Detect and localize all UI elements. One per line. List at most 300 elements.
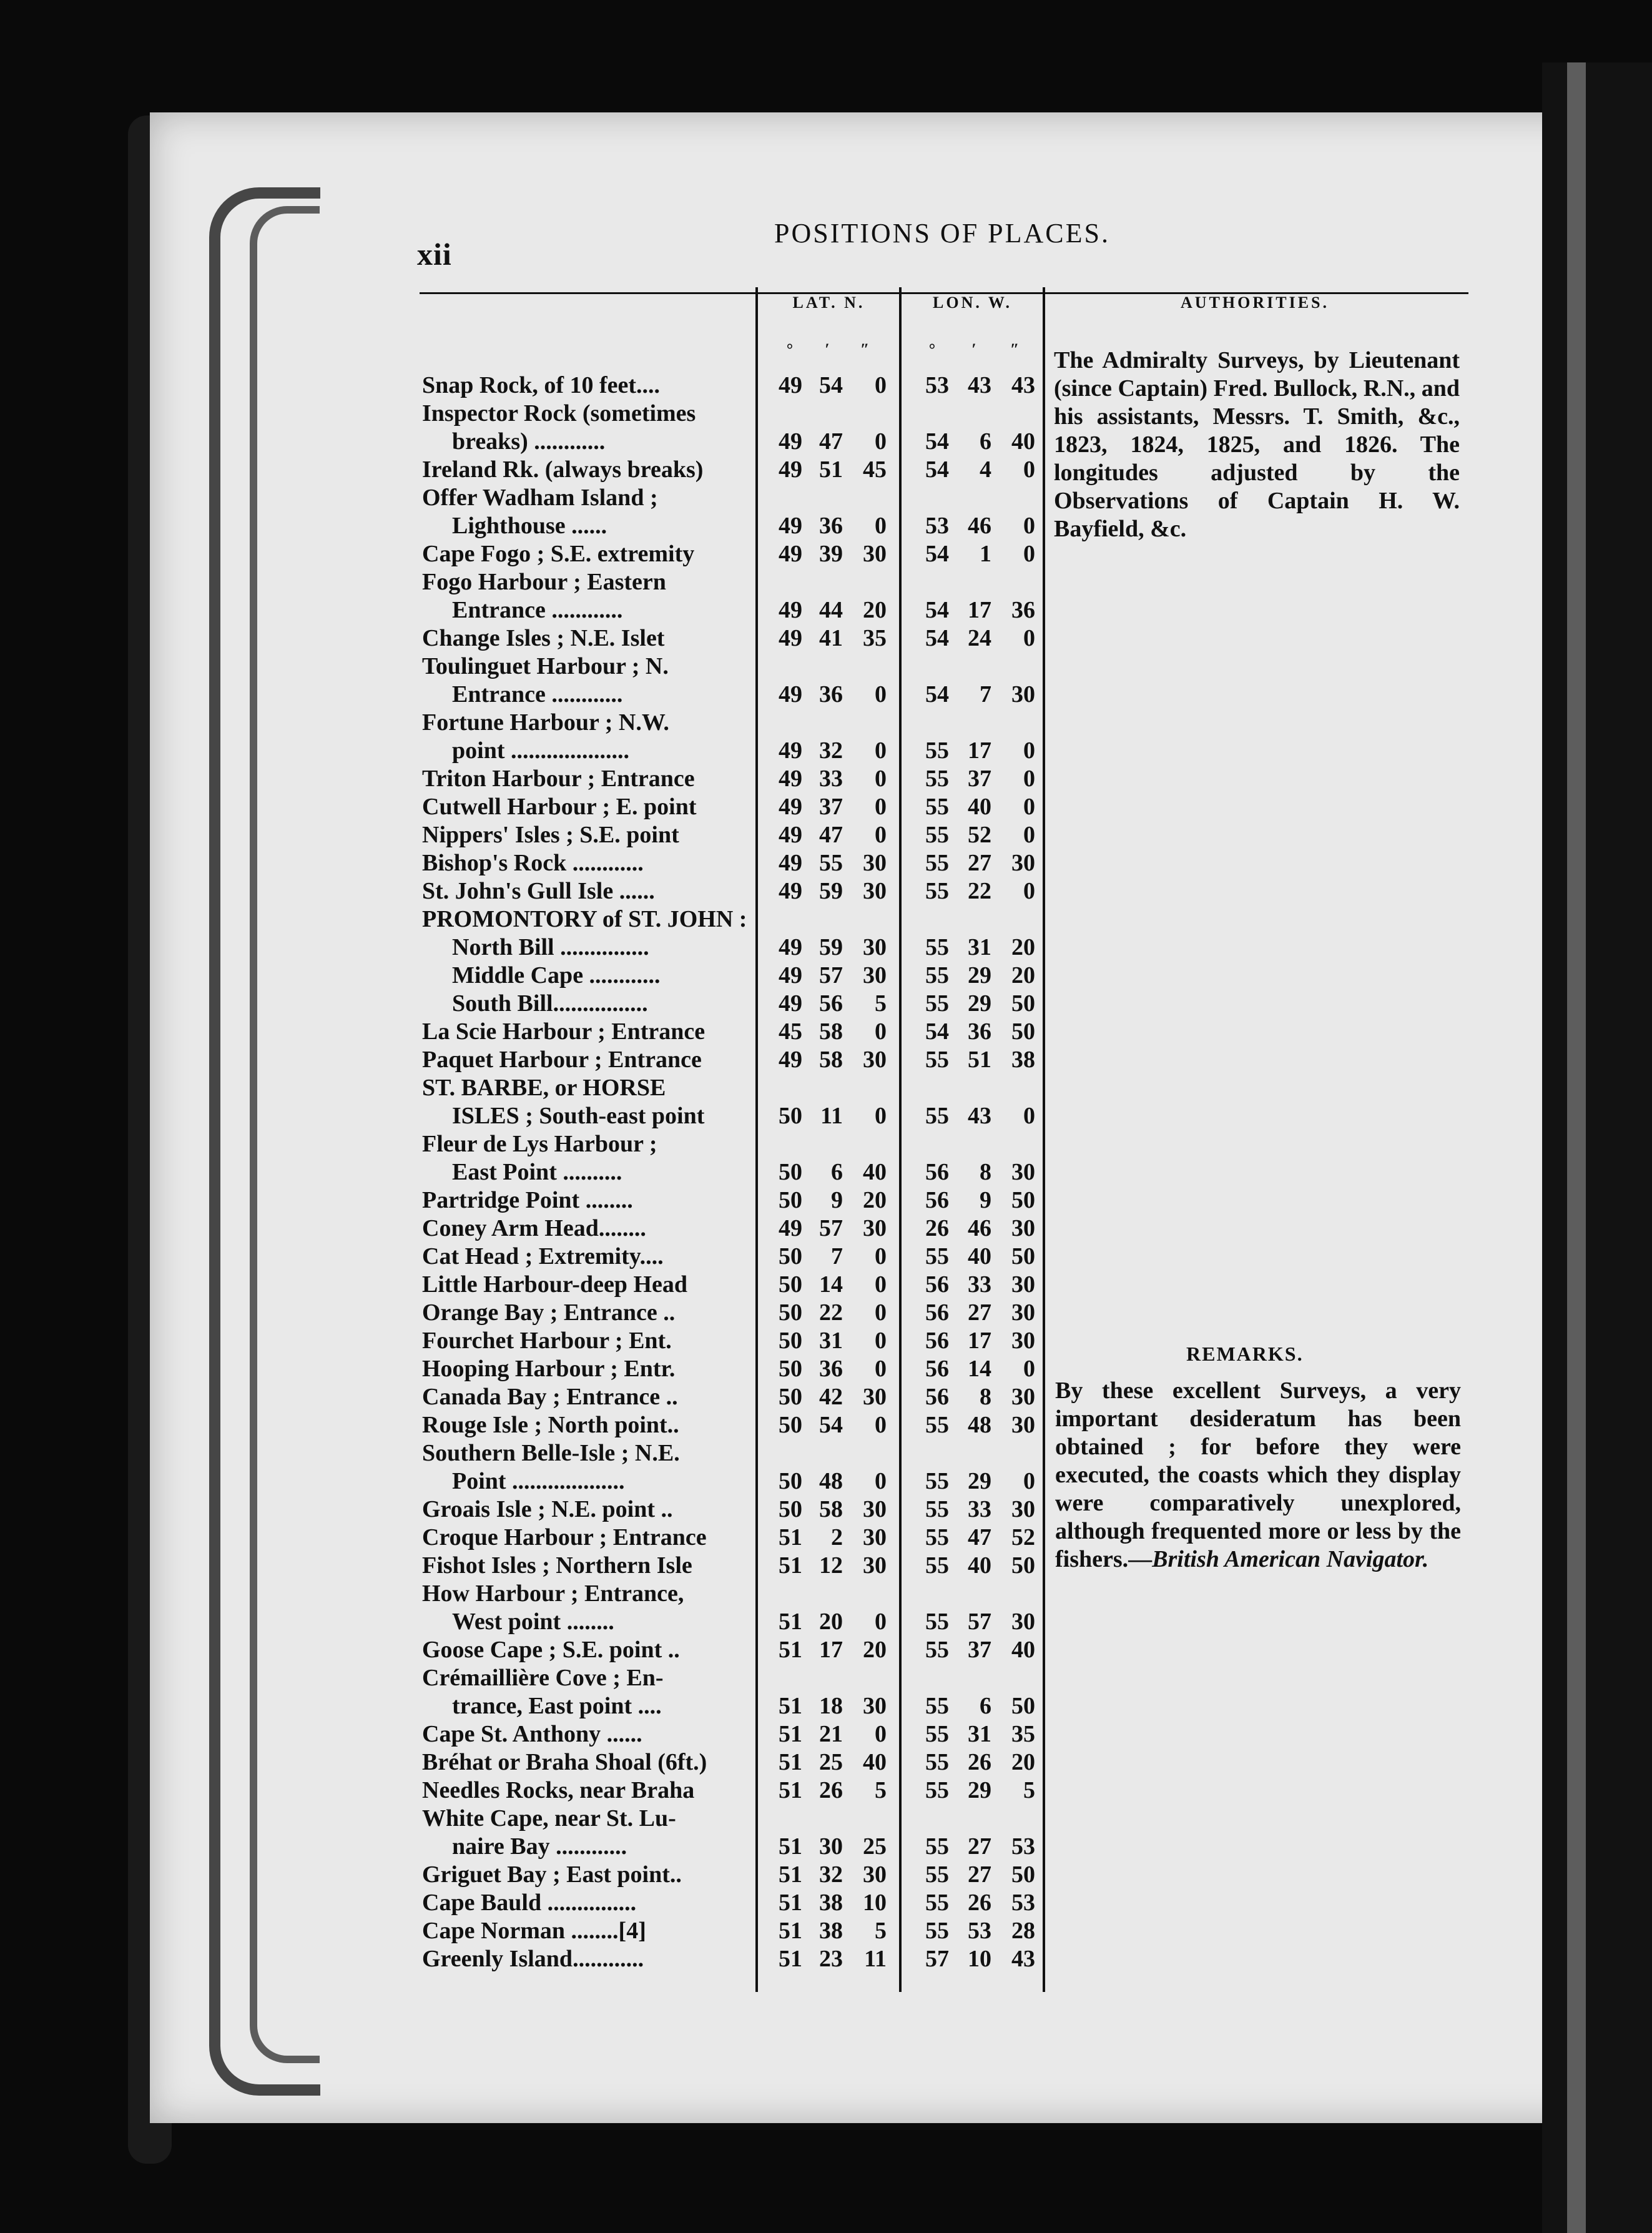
lat-minutes: 57: [819, 1215, 843, 1241]
place-name: [422, 1186, 750, 1215]
remarks-citation: British American Navigator.: [1152, 1546, 1429, 1572]
place-line: North Bill ...............: [452, 934, 649, 960]
table-row: [0, 1720, 1652, 1748]
lat-minutes: 36: [819, 513, 843, 539]
lat-minutes: 26: [819, 1777, 843, 1803]
lat-minutes: 6: [831, 1159, 843, 1185]
lon-seconds: 53: [1011, 1890, 1035, 1916]
place-continuation: Point ...................: [452, 1468, 625, 1494]
lat-seconds: 0: [875, 1468, 887, 1494]
lat-minutes: 37: [819, 794, 843, 820]
place-line: Change Isles ; N.E. Islet: [422, 625, 665, 651]
lon-degrees: 55: [925, 878, 949, 904]
lon-minutes: 27: [968, 850, 991, 876]
place-name: [422, 1046, 750, 1074]
lon-minutes: 36: [968, 1018, 991, 1045]
lon-seconds: 38: [1011, 1047, 1035, 1073]
place-name: [422, 540, 750, 568]
lon-seconds: 30: [1011, 1299, 1035, 1326]
place-name: [422, 990, 750, 1018]
table-row: [0, 1074, 1652, 1130]
lat-minutes: 48: [819, 1468, 843, 1494]
lat-seconds: 0: [875, 513, 887, 539]
lat-degrees: 51: [779, 1637, 802, 1663]
place-line: Toulinguet Harbour ; N.: [422, 653, 669, 679]
lon-seconds: 53: [1011, 1833, 1035, 1860]
lon-minutes: 6: [980, 428, 991, 455]
lat-header: LAT. N.: [792, 293, 865, 312]
table-row: [0, 905, 1652, 934]
lat-minutes: 57: [819, 962, 843, 988]
place-line: Cat Head ; Extremity....: [422, 1243, 664, 1269]
lat-minutes: 38: [819, 1890, 843, 1916]
lon-seconds: 30: [1011, 1215, 1035, 1241]
lon-minutes: 9: [980, 1187, 991, 1213]
lon-degrees: 55: [925, 1552, 949, 1579]
lat-degrees: 50: [779, 1271, 802, 1298]
authorities-header: AUTHORITIES.: [1181, 293, 1329, 312]
lat-seconds: 30: [863, 962, 887, 988]
place-name: [422, 1018, 750, 1046]
lon-minutes: 40: [968, 1243, 991, 1269]
lon-header: LON. W.: [933, 293, 1012, 312]
place-line: South Bill................: [452, 990, 648, 1017]
place-line: Cape Norman ........[4]: [422, 1918, 646, 1944]
place-line: Paquet Harbour ; Entrance: [422, 1047, 702, 1073]
lat-seconds: 0: [875, 1299, 887, 1326]
place-line: Cape Bauld ...............: [422, 1890, 637, 1916]
lon-seconds: 30: [1011, 1328, 1035, 1354]
place-line: Partridge Point ........: [422, 1187, 633, 1213]
place-name: [422, 1580, 750, 1636]
lon-minutes: 22: [968, 878, 991, 904]
place-name: [422, 709, 750, 765]
place-name: [422, 372, 750, 400]
lon-minutes: 46: [968, 513, 991, 539]
place-line: Bréhat or Braha Shoal (6ft.): [422, 1749, 707, 1775]
lat-minutes: 12: [819, 1552, 843, 1579]
place-line: Fourchet Harbour ; Ent.: [422, 1328, 672, 1354]
lat-minutes: 44: [819, 597, 843, 623]
table-row: [0, 877, 1652, 905]
lon-degrees: 55: [925, 1412, 949, 1438]
table-row: [0, 1271, 1652, 1299]
lat-seconds: 30: [863, 1693, 887, 1719]
lon-degrees: 55: [925, 794, 949, 820]
lat-seconds: 0: [875, 1721, 887, 1747]
lat-seconds: 0: [875, 737, 887, 764]
lon-degrees: 56: [925, 1271, 949, 1298]
lon-minutes: 31: [968, 934, 991, 960]
lon-minutes: 26: [968, 1749, 991, 1775]
lon-minutes: 26: [968, 1890, 991, 1916]
lon-seconds: 30: [1011, 1271, 1035, 1298]
lon-seconds: 43: [1011, 1946, 1035, 1972]
table-row: [0, 1945, 1652, 1973]
place-name: [422, 1720, 750, 1748]
lat-minutes: 58: [819, 1496, 843, 1522]
place-line: Coney Arm Head........: [422, 1215, 646, 1241]
lon-minutes: 14: [968, 1356, 991, 1382]
lat-seconds: 5: [875, 1777, 887, 1803]
place-name: [422, 1636, 750, 1664]
lat-degrees: 49: [779, 372, 802, 398]
lat-seconds: 30: [863, 878, 887, 904]
lon-seconds: 40: [1011, 428, 1035, 455]
lat-seconds: 0: [875, 822, 887, 848]
lon-minutes: 29: [968, 990, 991, 1017]
lat-seconds: 30: [863, 1552, 887, 1579]
lat-seconds: 5: [875, 1918, 887, 1944]
lat-minutes: 11: [820, 1103, 843, 1129]
authorities-text: The Admiralty Surveys, by Lieutenant (since Captain) Fred. Bullock, R.N., and his assistants, Messrs. T. Smith, &c., 1823, 1824, 1825, and 1826. The longitudes adjusted by the Observations of Captain H. W. Bayfield, &c.: [1054, 347, 1460, 542]
lon-degrees: 55: [925, 1609, 949, 1635]
lon-minutes: 33: [968, 1271, 991, 1298]
page-number: xii: [417, 237, 452, 272]
lon-minutes: 40: [968, 794, 991, 820]
lat-degrees: 49: [779, 878, 802, 904]
lon-minutes: 29: [968, 1468, 991, 1494]
lat-seconds: 0: [875, 1328, 887, 1354]
lon-seconds: 50: [1011, 1018, 1035, 1045]
lon-minutes: 17: [968, 737, 991, 764]
lat-seconds: 0: [875, 1271, 887, 1298]
lat-degrees: 51: [779, 1693, 802, 1719]
place-name: [422, 1439, 750, 1496]
unit-lat-sec: ″: [860, 340, 870, 358]
lon-degrees: 54: [925, 456, 949, 483]
lat-seconds: 0: [875, 794, 887, 820]
lat-minutes: 23: [819, 1946, 843, 1972]
lat-minutes: 54: [819, 1412, 843, 1438]
lon-degrees: 53: [925, 513, 949, 539]
place-continuation: naire Bay ............: [452, 1833, 627, 1860]
place-name: [422, 1074, 750, 1130]
place-name: [422, 1748, 750, 1777]
lat-seconds: 0: [875, 681, 887, 707]
lat-minutes: 59: [819, 878, 843, 904]
place-continuation: trance, East point ....: [452, 1693, 662, 1719]
lon-minutes: 57: [968, 1609, 991, 1635]
lat-minutes: 33: [819, 766, 843, 792]
table-row: [0, 765, 1652, 793]
place-name: [422, 1271, 750, 1299]
lat-degrees: 50: [779, 1468, 802, 1494]
lon-degrees: 55: [925, 1861, 949, 1888]
lat-minutes: 21: [819, 1721, 843, 1747]
lon-seconds: 30: [1011, 1384, 1035, 1410]
place-line: Hooping Harbour ; Entr.: [422, 1356, 676, 1382]
place-line: Triton Harbour ; Entrance: [422, 766, 695, 792]
lon-minutes: 46: [968, 1215, 991, 1241]
lon-seconds: 50: [1011, 1861, 1035, 1888]
lat-degrees: 50: [779, 1384, 802, 1410]
lat-seconds: 0: [875, 1609, 887, 1635]
lat-minutes: 36: [819, 1356, 843, 1382]
place-name: [422, 765, 750, 793]
lat-seconds: 30: [863, 541, 887, 567]
table-row: [0, 990, 1652, 1018]
place-name: [422, 877, 750, 905]
lat-seconds: 30: [863, 1496, 887, 1522]
lat-degrees: 51: [779, 1524, 802, 1550]
place-line: Orange Bay ; Entrance ..: [422, 1299, 676, 1326]
lat-minutes: 58: [819, 1018, 843, 1045]
lat-degrees: 50: [779, 1496, 802, 1522]
lat-degrees: 45: [779, 1018, 802, 1045]
place-name: [422, 934, 750, 962]
lon-degrees: 55: [925, 1637, 949, 1663]
place-line: Goose Cape ; S.E. point ..: [422, 1637, 680, 1663]
place-line: Crémaillière Cove ; En-: [422, 1665, 664, 1691]
lon-minutes: 1: [980, 541, 991, 567]
lon-degrees: 55: [925, 850, 949, 876]
lat-seconds: 40: [863, 1749, 887, 1775]
lat-seconds: 30: [863, 1861, 887, 1888]
lat-minutes: 36: [819, 681, 843, 707]
lat-degrees: 50: [779, 1299, 802, 1326]
lon-degrees: 56: [925, 1328, 949, 1354]
lon-seconds: 0: [1023, 878, 1035, 904]
lon-degrees: 55: [925, 1047, 949, 1073]
place-line: Croque Harbour ; Entrance: [422, 1524, 707, 1550]
lon-seconds: 20: [1011, 1749, 1035, 1775]
table-row: [0, 1664, 1652, 1720]
lon-degrees: 55: [925, 737, 949, 764]
lat-seconds: 30: [863, 850, 887, 876]
lat-degrees: 49: [779, 597, 802, 623]
place-name: [422, 905, 750, 934]
place-name: [422, 1327, 750, 1355]
place-line: Cape Fogo ; S.E. extremity: [422, 541, 695, 567]
lat-minutes: 2: [831, 1524, 843, 1550]
lon-degrees: 54: [925, 1018, 949, 1045]
lon-seconds: 52: [1011, 1524, 1035, 1550]
table-row: [0, 1580, 1652, 1636]
unit-lon-deg: °: [928, 340, 936, 358]
lon-minutes: 17: [968, 1328, 991, 1354]
lat-degrees: 49: [779, 766, 802, 792]
place-line: Little Harbour-deep Head: [422, 1271, 687, 1298]
lat-seconds: 0: [875, 1103, 887, 1129]
lat-degrees: 50: [779, 1103, 802, 1129]
place-name: [422, 962, 750, 990]
lon-degrees: 55: [925, 1833, 949, 1860]
table-row: [0, 1777, 1652, 1805]
lat-minutes: 30: [819, 1833, 843, 1860]
lon-minutes: 27: [968, 1833, 991, 1860]
unit-lat-deg: °: [786, 340, 794, 358]
lat-degrees: 51: [779, 1552, 802, 1579]
lon-seconds: 0: [1023, 1103, 1035, 1129]
lon-degrees: 55: [925, 962, 949, 988]
table-row: [0, 1636, 1652, 1664]
lon-degrees: 55: [925, 1496, 949, 1522]
lat-seconds: 30: [863, 1524, 887, 1550]
place-line: Nippers' Isles ; S.E. point: [422, 822, 679, 848]
lon-degrees: 55: [925, 1468, 949, 1494]
lon-seconds: 36: [1011, 597, 1035, 623]
lat-degrees: 49: [779, 794, 802, 820]
place-name: [422, 1299, 750, 1327]
lon-seconds: 0: [1023, 625, 1035, 651]
place-line: Fogo Harbour ; Eastern: [422, 569, 666, 595]
lat-seconds: 45: [863, 456, 887, 483]
table-row: [0, 1130, 1652, 1186]
lon-minutes: 43: [968, 1103, 991, 1129]
lat-degrees: 51: [779, 1777, 802, 1803]
lat-minutes: 31: [819, 1328, 843, 1354]
running-head: POSITIONS OF PLACES.: [774, 218, 1110, 249]
lat-seconds: 0: [875, 372, 887, 398]
lon-minutes: 37: [968, 766, 991, 792]
table-row: [0, 793, 1652, 821]
place-line: Fortune Harbour ; N.W.: [422, 709, 669, 736]
place-name: [422, 1861, 750, 1889]
place-line: Greenly Island............: [422, 1946, 644, 1972]
place-name: [422, 456, 750, 484]
lon-seconds: 50: [1011, 1187, 1035, 1213]
unit-lat-min: ′: [825, 340, 830, 358]
lat-degrees: 51: [779, 1749, 802, 1775]
place-name: [422, 1243, 750, 1271]
lon-seconds: 0: [1023, 541, 1035, 567]
lon-degrees: 53: [925, 372, 949, 398]
lon-degrees: 55: [925, 766, 949, 792]
lon-seconds: 20: [1011, 934, 1035, 960]
place-line: Bishop's Rock ............: [422, 850, 644, 876]
lon-seconds: 0: [1023, 1468, 1035, 1494]
lon-seconds: 30: [1011, 1496, 1035, 1522]
lon-degrees: 54: [925, 597, 949, 623]
lon-degrees: 57: [925, 1946, 949, 1972]
lat-seconds: 5: [875, 990, 887, 1017]
lat-seconds: 10: [863, 1890, 887, 1916]
lat-minutes: 58: [819, 1047, 843, 1073]
lat-minutes: 47: [819, 822, 843, 848]
lon-seconds: 0: [1023, 1356, 1035, 1382]
place-line: St. John's Gull Isle ......: [422, 878, 655, 904]
table-row: [0, 1748, 1652, 1777]
lat-degrees: 50: [779, 1159, 802, 1185]
place-line: Groais Isle ; N.E. point ..: [422, 1496, 673, 1522]
lat-minutes: 20: [819, 1609, 843, 1635]
lat-minutes: 38: [819, 1918, 843, 1944]
place-name: [422, 821, 750, 849]
table-row: [0, 849, 1652, 877]
lon-degrees: 56: [925, 1384, 949, 1410]
lon-degrees: 54: [925, 541, 949, 567]
lon-degrees: 56: [925, 1159, 949, 1185]
place-continuation: point ....................: [452, 737, 629, 764]
lat-minutes: 55: [819, 850, 843, 876]
lat-seconds: 0: [875, 428, 887, 455]
lat-degrees: 50: [779, 1187, 802, 1213]
lat-seconds: 0: [875, 1243, 887, 1269]
lat-seconds: 0: [875, 1356, 887, 1382]
place-name: [422, 1496, 750, 1524]
lat-seconds: 40: [863, 1159, 887, 1185]
lat-minutes: 14: [819, 1271, 843, 1298]
lat-minutes: 54: [819, 372, 843, 398]
lat-minutes: 9: [831, 1187, 843, 1213]
place-line: Griguet Bay ; East point..: [422, 1861, 682, 1888]
place-line: Fishot Isles ; Northern Isle: [422, 1552, 692, 1579]
remarks-title: REMARKS.: [1186, 1343, 1304, 1365]
lon-minutes: 8: [980, 1384, 991, 1410]
lat-degrees: 50: [779, 1243, 802, 1269]
lat-minutes: 22: [819, 1299, 843, 1326]
lon-degrees: 55: [925, 1721, 949, 1747]
lat-degrees: 49: [779, 625, 802, 651]
place-continuation: East Point ..........: [452, 1159, 622, 1185]
lat-seconds: 30: [863, 1384, 887, 1410]
place-continuation: breaks) ............: [452, 428, 606, 455]
place-line: ST. BARBE, or HORSE: [422, 1075, 666, 1101]
place-line: Middle Cape ............: [452, 962, 661, 988]
place-line: Inspector Rock (sometimes: [422, 400, 696, 426]
place-name: [422, 1917, 750, 1945]
lon-minutes: 8: [980, 1159, 991, 1185]
lon-minutes: 27: [968, 1861, 991, 1888]
lon-minutes: 33: [968, 1496, 991, 1522]
lon-degrees: 55: [925, 1524, 949, 1550]
place-name: [422, 1945, 750, 1973]
lon-seconds: 43: [1011, 372, 1035, 398]
table-row: [0, 1327, 1652, 1355]
lat-seconds: 20: [863, 1637, 887, 1663]
table-row: [0, 653, 1652, 709]
place-line: Ireland Rk. (always breaks): [422, 456, 704, 483]
table-row: [0, 709, 1652, 765]
lat-degrees: 49: [779, 541, 802, 567]
place-line: Needles Rocks, near Braha: [422, 1777, 695, 1803]
place-line: La Scie Harbour ; Entrance: [422, 1018, 706, 1045]
table-row: [0, 821, 1652, 849]
lon-seconds: 40: [1011, 1637, 1035, 1663]
place-name: [422, 1215, 750, 1243]
place-line: Fleur de Lys Harbour ;: [422, 1131, 657, 1157]
place-line: Canada Bay ; Entrance ..: [422, 1384, 678, 1410]
lat-seconds: 0: [875, 1018, 887, 1045]
lon-seconds: 35: [1011, 1721, 1035, 1747]
lon-seconds: 20: [1011, 962, 1035, 988]
lat-minutes: 42: [819, 1384, 843, 1410]
remarks-text: [1055, 1377, 1461, 1574]
lon-seconds: 30: [1011, 850, 1035, 876]
lat-degrees: 51: [779, 1609, 802, 1635]
table-row: [0, 1805, 1652, 1861]
place-line: Southern Belle-Isle ; N.E.: [422, 1440, 680, 1466]
lon-seconds: 50: [1011, 990, 1035, 1017]
lat-minutes: 47: [819, 428, 843, 455]
lat-seconds: 0: [875, 1412, 887, 1438]
place-name: [422, 1664, 750, 1720]
lon-degrees: 56: [925, 1356, 949, 1382]
table-row: [0, 568, 1652, 624]
place-line: Offer Wadham Island ;: [422, 485, 658, 511]
lat-minutes: 41: [819, 625, 843, 651]
lat-minutes: 51: [819, 456, 843, 483]
lat-degrees: 50: [779, 1412, 802, 1438]
lat-seconds: 35: [863, 625, 887, 651]
lat-seconds: 0: [875, 766, 887, 792]
lon-seconds: 50: [1011, 1243, 1035, 1269]
lat-minutes: 56: [819, 990, 843, 1017]
lon-seconds: 5: [1023, 1777, 1035, 1803]
lon-minutes: 37: [968, 1637, 991, 1663]
place-name: [422, 624, 750, 653]
